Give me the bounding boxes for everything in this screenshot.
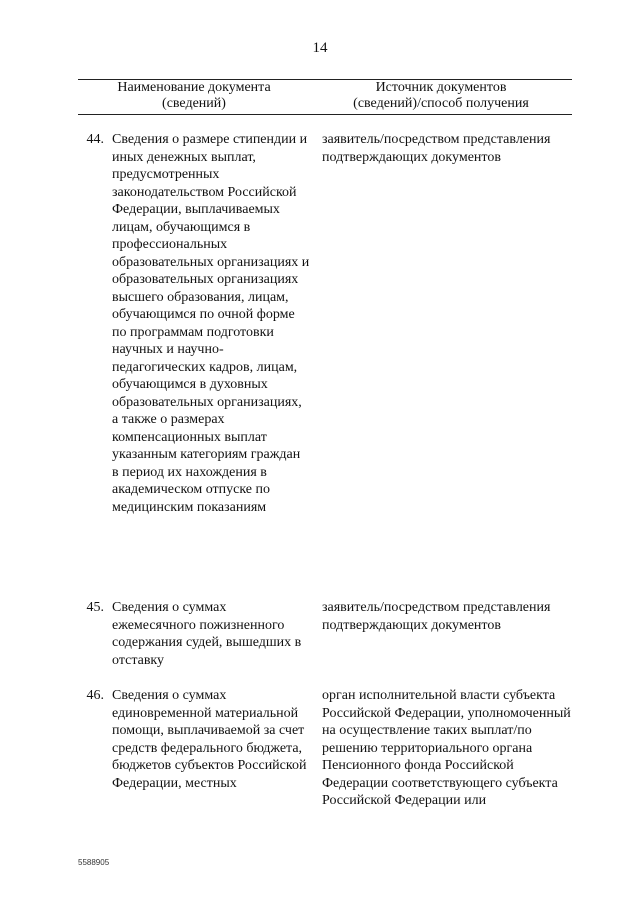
row-document-name: Сведения о суммах единовременной материальной помощи, выплачиваемой за счет средств федерального бюджета, бюджетов субъектов Российской Федерации, местных xyxy=(112,688,307,791)
header-document-name xyxy=(78,80,310,114)
document-code: 5588905 xyxy=(78,858,110,867)
table-row-44 xyxy=(78,131,572,516)
header-document-source-line2: (сведений)/способ получения xyxy=(353,96,529,111)
table-header xyxy=(78,80,572,114)
row-document-name: Сведения о суммах ежемесячного пожизненного содержания судей, вышедших в отставку xyxy=(112,600,302,668)
table-row-46 xyxy=(78,687,572,810)
row-document-source: заявитель/посредством представления подтверждающих документов xyxy=(322,600,551,633)
header-document-name-line1: Наименование документа xyxy=(117,80,271,95)
row-number: 44. xyxy=(86,132,104,147)
header-document-source-line1: Источник документов xyxy=(375,80,507,95)
row-number: 45. xyxy=(86,600,104,615)
table-row-45 xyxy=(78,599,572,669)
row-document-source: орган исполнительной власти субъекта Российской Федерации, уполномоченный на осуществление таких выплат/по решению территориального органа Пенсионного фонда Российской Федерации соответствующего субъекта Российской Федерации или xyxy=(322,688,571,808)
row-number: 46. xyxy=(86,688,104,703)
row-document-name: Сведения о размере стипендии и иных денежных выплат, предусмотренных законодательством Российской Федерации, выплачиваемых лицам, обучающимся в профессиональных образовательных организациях и образовательных организациях высшего образования, лицам, обучающимся по очной форме по программам подготовки научных и научно-педагогических кадров, лицам, обучающимся в духовных образовательных организациях, а также о размерах компенсационных выплат указанным категориям граждан в период их нахождения в академическом отпуске по медицинским показаниям xyxy=(112,132,310,515)
table-header-rule xyxy=(78,114,572,115)
header-document-name-line2: (сведений) xyxy=(162,96,226,111)
page-number: 14 xyxy=(312,40,328,56)
row-document-source: заявитель/посредством представления подтверждающих документов xyxy=(322,132,551,165)
header-document-source xyxy=(310,80,572,114)
